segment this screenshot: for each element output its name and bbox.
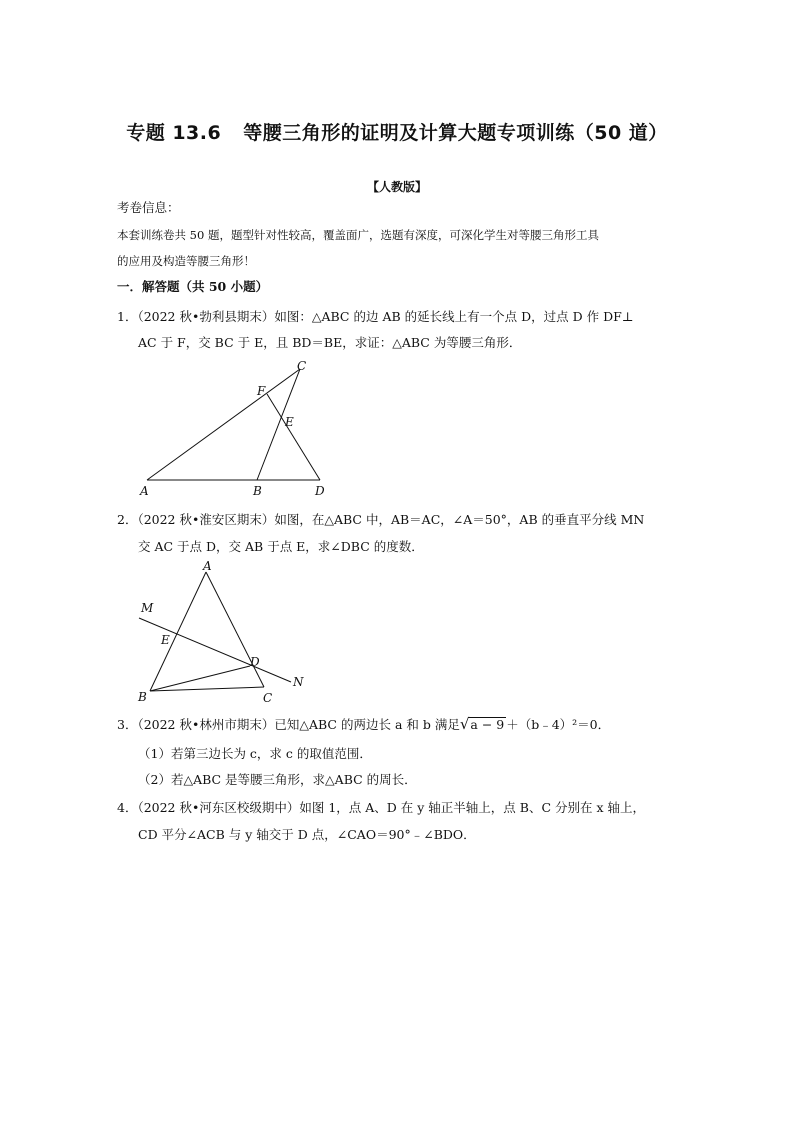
question-text-end: ＋（b﹣4）²＝0． xyxy=(506,717,611,732)
question-1-line-2: AC 于 F，交 BC 于 E，且 BD＝BE，求证：△ABC 为等腰三角形． xyxy=(138,335,522,350)
question-source: （2022 秋•淮安区期末） xyxy=(137,512,275,527)
question-1-line-1 xyxy=(117,307,634,325)
question-number: 1． xyxy=(117,309,138,324)
label-f: F xyxy=(257,384,266,398)
label-e: E xyxy=(161,633,170,647)
question-1-figure xyxy=(135,358,335,500)
radical-sign: √ xyxy=(459,715,470,733)
label-b: B xyxy=(138,690,147,704)
question-source: （2022 秋•河东区校级期中） xyxy=(137,800,300,815)
question-source: （2022 秋•勃利县期末） xyxy=(137,309,275,324)
question-text: 已知△ABC 的两边长 a 和 b 满足 xyxy=(274,717,460,732)
question-4-line-2: CD 平分∠ACB 与 y 轴交于 D 点，∠CAO＝90°﹣∠BDO． xyxy=(138,827,476,842)
question-source: （2022 秋•林州市期末） xyxy=(137,717,275,732)
line-mn xyxy=(139,618,291,682)
segment-df xyxy=(267,394,320,480)
label-a: A xyxy=(140,484,149,498)
question-2-line-2: 交 AC 于点 D，交 AB 于点 E，求∠DBC 的度数． xyxy=(138,539,424,554)
segment-bd xyxy=(150,666,250,691)
question-3-line-1 xyxy=(117,715,610,733)
section-title: 一．解答题（共 50 小题） xyxy=(117,279,269,294)
label-d: D xyxy=(250,655,260,669)
label-a: A xyxy=(203,559,212,573)
question-text: 如图 1，点 A、D 在 y 轴正半轴上，点 B、C 分别在 x 轴上， xyxy=(299,800,645,815)
page-title: 专题 13.6 等腰三角形的证明及计算大题专项训练（50 道） xyxy=(126,122,668,144)
question-number: 4． xyxy=(117,800,138,815)
exam-info-line-1: 本套训练卷共 50 题，题型针对性较高，覆盖面广，选题有深度，可深化学生对等腰三角形工具 xyxy=(117,228,599,242)
segment-ac xyxy=(147,369,300,480)
segment-bc xyxy=(150,687,264,691)
question-2-line-1 xyxy=(117,510,644,528)
segment-ab xyxy=(150,572,206,691)
question-4-line-1 xyxy=(117,798,645,816)
question-text: 如图：△ABC 的边 AB 的延长线上有一个点 D，过点 D 作 DF⊥ xyxy=(274,309,634,324)
question-3-part-2: （2）若△ABC 是等腰三角形，求△ABC 的周长． xyxy=(138,772,417,787)
edition-label: 【人教版】 xyxy=(366,180,427,194)
label-b: B xyxy=(253,484,262,498)
radicand: a − 9 xyxy=(470,717,505,732)
question-3-part-1: （1）若第三边长为 c，求 c 的取值范围． xyxy=(138,746,372,761)
question-number: 2． xyxy=(117,512,138,527)
question-number: 3． xyxy=(117,717,138,732)
exam-info-line-2: 的应用及构造等腰三角形！ xyxy=(117,254,255,268)
label-c: C xyxy=(297,359,307,373)
exam-info-label: 考卷信息： xyxy=(117,200,180,215)
label-n: N xyxy=(293,675,304,689)
question-2-figure xyxy=(133,558,313,706)
label-d: D xyxy=(315,484,325,498)
label-m: M xyxy=(141,601,154,615)
label-c: C xyxy=(263,691,273,705)
question-text: 如图，在△ABC 中，AB＝AC，∠A＝50°，AB 的垂直平分线 MN xyxy=(274,512,645,527)
label-e: E xyxy=(285,415,294,429)
